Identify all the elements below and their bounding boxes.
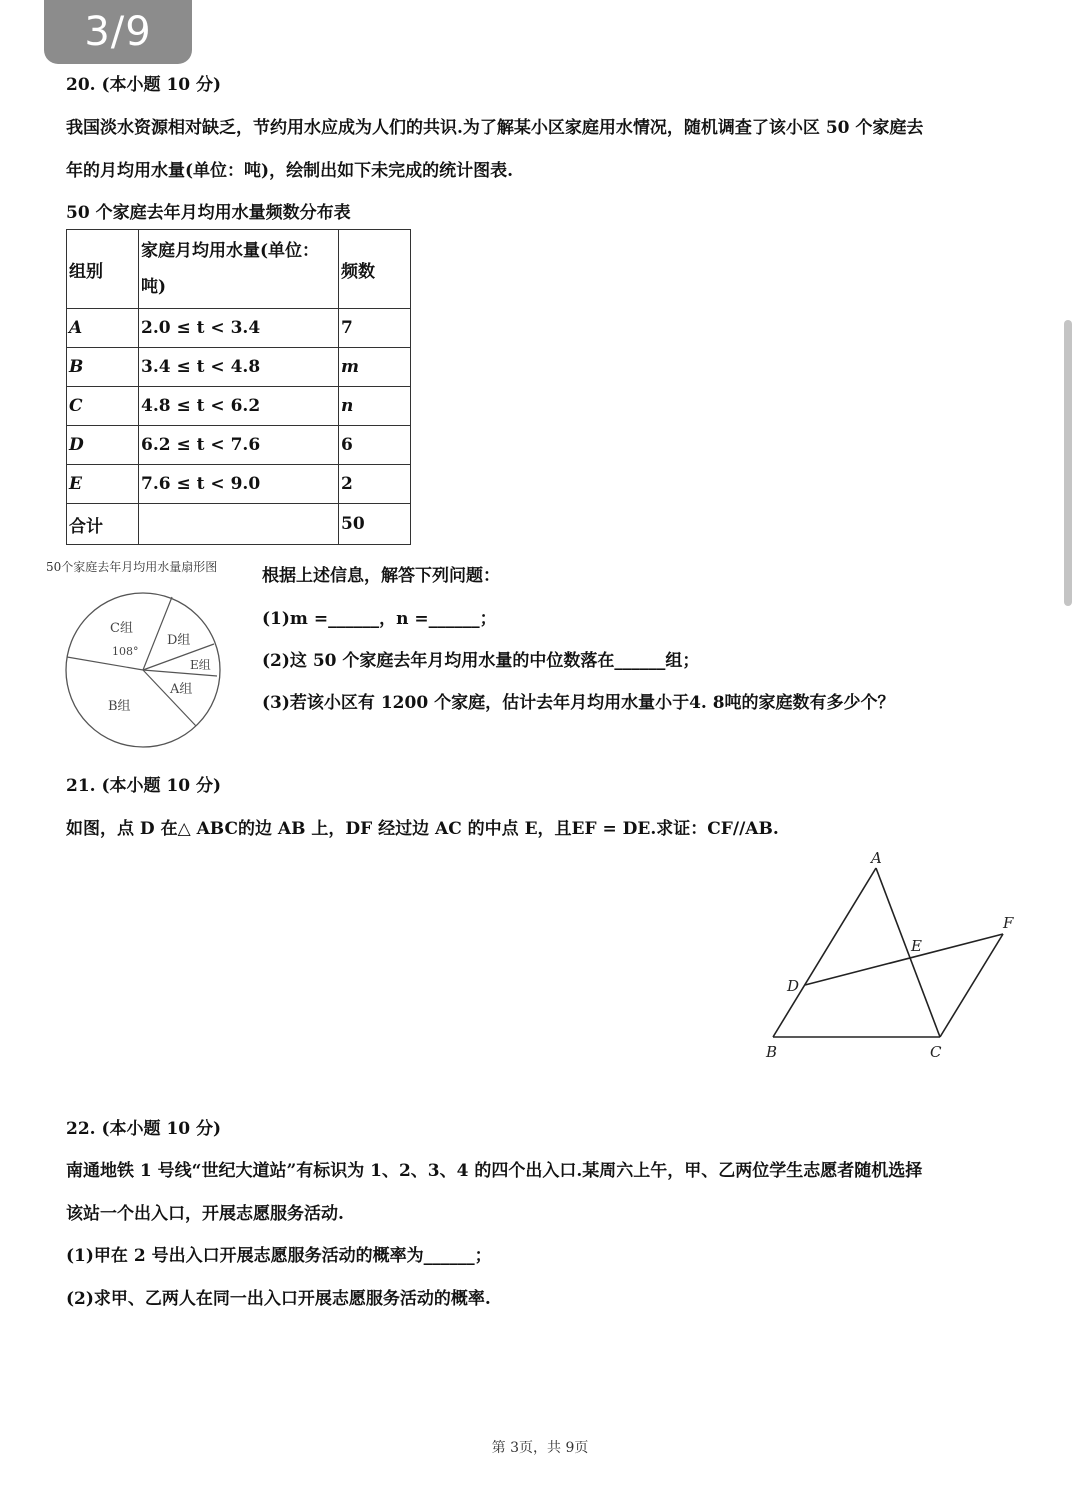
- q21-heading: 21. (本小题 10 分): [66, 776, 222, 796]
- row-group: C: [67, 387, 139, 426]
- table-header-row: [67, 230, 411, 309]
- point-label-b: B: [766, 1043, 778, 1061]
- row-freq: m: [339, 348, 411, 387]
- q20-intro-line2: 年的月均用水量(单位：吨)，绘制出如下未完成的统计图表.: [66, 161, 514, 181]
- page-indicator-badge[interactable]: 3/9: [44, 0, 192, 64]
- point-label-e: E: [911, 937, 922, 955]
- q22-sub1: (1)甲在 2 号出入口开展志愿服务活动的概率为______；: [66, 1246, 492, 1266]
- q20-sub3: (3)若该小区有 1200 个家庭，估计去年月均用水量小于4. 8吨的家庭数有多少个？: [262, 693, 895, 713]
- pie-angle-label: 108°: [112, 645, 139, 658]
- row-freq: 6: [339, 426, 411, 465]
- row-group: B: [67, 348, 139, 387]
- frequency-table: [66, 229, 411, 545]
- table-total-row: [67, 504, 411, 545]
- point-label-d: D: [787, 977, 800, 995]
- q20-heading: 20. (本小题 10 分): [66, 75, 222, 95]
- pie-label-b: B组: [108, 699, 131, 714]
- q20-table-title: 50 个家庭去年月均用水量频数分布表: [66, 203, 351, 223]
- header-freq: 频数: [339, 230, 411, 309]
- header-range: 家庭月均用水量(单位：吨): [139, 230, 339, 309]
- row-freq: n: [339, 387, 411, 426]
- point-label-a: A: [871, 849, 882, 867]
- row-range: 4.8 ≤ t < 6.2: [139, 387, 339, 426]
- table-row: [67, 465, 411, 504]
- point-label-c: C: [930, 1043, 942, 1061]
- total-label: 合计: [67, 504, 139, 545]
- table-row: [67, 309, 411, 348]
- scrollbar-thumb[interactable]: [1064, 320, 1072, 606]
- page-footer: 第 3页，共 9页: [491, 1440, 589, 1456]
- table-row: [67, 426, 411, 465]
- q22-heading: 22. (本小题 10 分): [66, 1119, 222, 1139]
- row-group: A: [67, 309, 139, 348]
- row-freq: 2: [339, 465, 411, 504]
- q20-intro-line1: 我国淡水资源相对缺乏，节约用水应成为人们的共识.为了解某小区家庭用水情况，随机调查了该小区 50 个家庭去: [66, 118, 924, 138]
- pie-label-a: A组: [170, 682, 193, 697]
- table-row: [67, 348, 411, 387]
- point-label-f: F: [1003, 914, 1014, 932]
- q22-line1: 南通地铁 1 号线“世纪大道站”有标识为 1、2、3、4 的四个出入口.某周六上午，甲、乙两位学生志愿者随机选择: [66, 1161, 923, 1181]
- total-freq: 50: [339, 504, 411, 545]
- row-group: E: [67, 465, 139, 504]
- pie-label-c: C组: [110, 621, 133, 636]
- q20-sub1: (1)m =______，n =______；: [262, 609, 497, 629]
- row-group: D: [67, 426, 139, 465]
- row-range: 2.0 ≤ t < 3.4: [139, 309, 339, 348]
- pie-label-d: D组: [167, 633, 191, 648]
- pie-chart: [62, 592, 226, 752]
- segment-cf: [940, 934, 1003, 1037]
- pie-label-e: E组: [190, 658, 211, 672]
- header-group: 组别: [67, 230, 139, 309]
- geometry-figure: [760, 848, 1030, 1068]
- pie-chart-caption: 50个家庭去年月均用水量扇形图: [46, 560, 218, 574]
- q21-text: 如图，点 D 在△ ABC的边 AB 上，DF 经过边 AC 的中点 E，且EF = DE.求证：CF//AB.: [66, 819, 779, 839]
- row-freq: 7: [339, 309, 411, 348]
- row-range: 7.6 ≤ t < 9.0: [139, 465, 339, 504]
- segment-ab: [773, 868, 876, 1037]
- row-range: 6.2 ≤ t < 7.6: [139, 426, 339, 465]
- q20-sub2: (2)这 50 个家庭去年月均用水量的中位数落在______组；: [262, 651, 700, 671]
- q22-sub2: (2)求甲、乙两人在同一出入口开展志愿服务活动的概率.: [66, 1289, 491, 1309]
- scrollbar[interactable]: [1064, 320, 1072, 606]
- row-range: 3.4 ≤ t < 4.8: [139, 348, 339, 387]
- total-range: [139, 504, 339, 545]
- q22-line2: 该站一个出入口，开展志愿服务活动.: [66, 1204, 344, 1224]
- table-row: [67, 387, 411, 426]
- q20-questions-intro: 根据上述信息，解答下列问题：: [262, 566, 500, 586]
